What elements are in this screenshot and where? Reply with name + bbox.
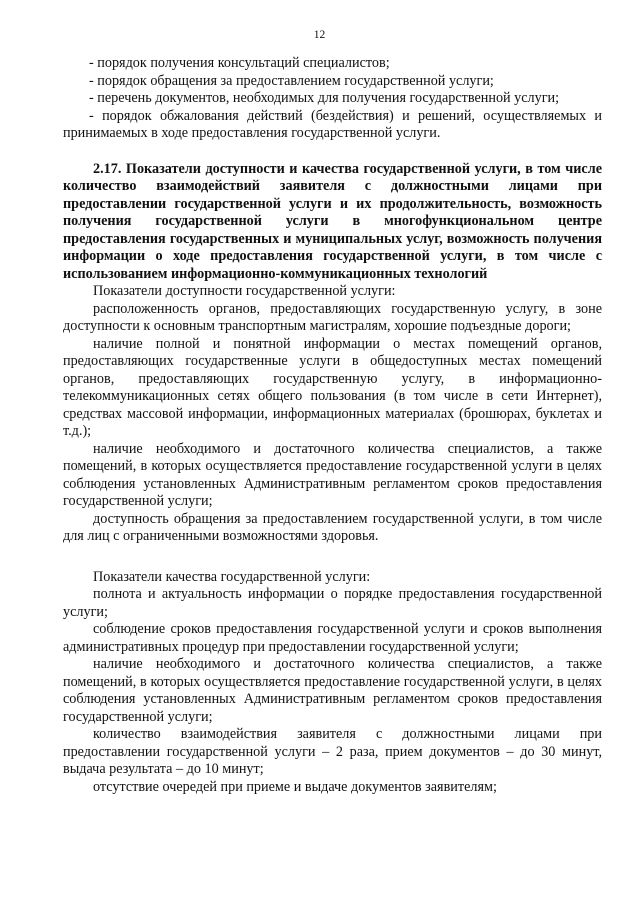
list-item: - порядок обращения за предоставлением государственной услуги; bbox=[89, 72, 494, 89]
accessibility-item: доступность обращения за предоставлением государственной услуги, в том числе для лиц с ограниченными возможностями здоровья. bbox=[63, 510, 602, 544]
accessibility-item: наличие полной и понятной информации о местах помещений органов, предоставляющих государственные услуги в общедоступных местах помещений органов, предоставляющих государственную услугу, в информационно-телекоммуникационных сетях общего пользования (в том числе в сети Интернет), средствах массовой информации, информационных материалах (брошюрах, буклетах и т.д.); bbox=[63, 335, 602, 439]
quality-item: соблюдение сроков предоставления государственной услуги и сроков выполнения административных процедур при предоставлении государственной услуги; bbox=[63, 621, 602, 655]
accessibility-item: наличие необходимого и достаточного количества специалистов, а также помещений, в которых осуществляется предоставление государственной услуги в целях соблюдения установленных Административным регламентом сроков предоставления государственной услуги; bbox=[63, 440, 602, 509]
quality-item: количество взаимодействия заявителя с должностными лицами при предоставлении государственной услуги – 2 раза, прием документов – до 30 минут, выдача результата – до 10 минут; bbox=[63, 726, 602, 777]
accessibility-title: Показатели доступности государственной услуги: bbox=[93, 283, 396, 299]
list-item: - порядок обжалования действий (бездействия) и решений, осуществляемых и принимаемых в ходе предоставления государственной услуги. bbox=[63, 107, 602, 141]
quality-item: отсутствие очередей при приеме и выдаче документов заявителям; bbox=[93, 778, 497, 795]
accessibility-indicators bbox=[63, 283, 602, 546]
list-item: - порядок получения консультаций специалистов; bbox=[89, 55, 390, 71]
quality-title: Показатели качества государственной услуги: bbox=[93, 568, 371, 585]
page-number: 12 bbox=[313, 29, 326, 41]
quality-item: полнота и актуальность информации о порядке предоставления государственной услуги; bbox=[63, 586, 602, 620]
section-heading: 2.17. Показатели доступности и качества государственной услуги, в том числе количество взаимодействий заявителя с должностными лицами при предоставлении государственной услуги и их продолжительность, возможность получения государственной услуги в многофункциональном центре предоставления государственных и муниципальных услуг, возможность получения информации о ходе предоставления государственной услуги, в том числе с использованием информационно-коммуникационных технологий bbox=[63, 160, 602, 282]
quality-indicators bbox=[63, 569, 602, 797]
consultation-list bbox=[63, 55, 602, 143]
list-item: - перечень документов, необходимых для получения государственной услуги; bbox=[89, 90, 560, 106]
accessibility-item: расположенность органов, предоставляющих государственную услугу, в зоне доступности к основным транспортным магистралям, хорошие подъездные дороги; bbox=[63, 300, 602, 334]
quality-item: наличие необходимого и достаточного количества специалистов, а также помещений, в которых осуществляется предоставление государственной услуги, в целях соблюдения установленных Административным регламентом сроков предоставления государственной услуги; bbox=[63, 656, 602, 725]
